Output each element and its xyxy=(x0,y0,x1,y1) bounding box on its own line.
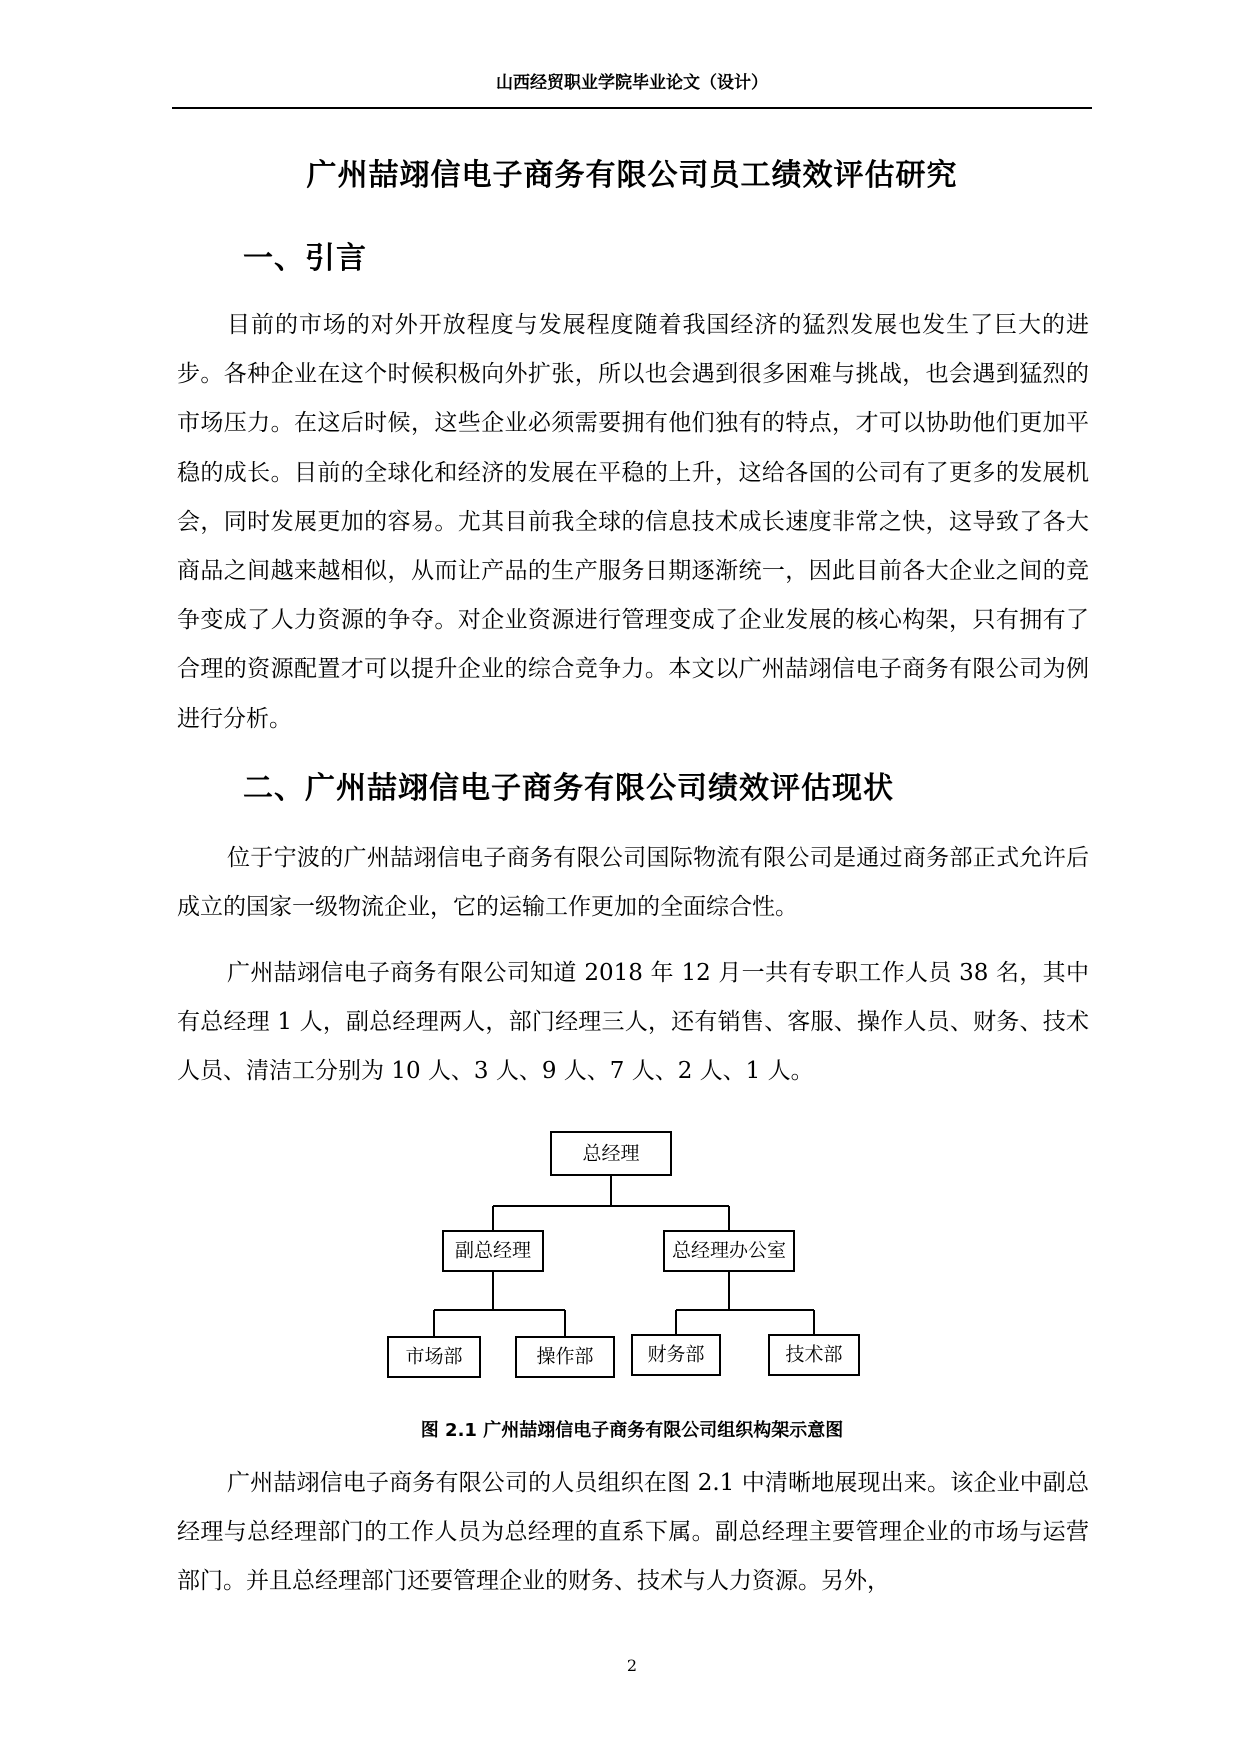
org-node-general-manager-office xyxy=(664,1231,794,1271)
svg-text:总经理: 总经理 xyxy=(582,1142,640,1165)
svg-text:总经理办公室: 总经理办公室 xyxy=(671,1239,787,1262)
org-node-marketing-dept xyxy=(388,1337,480,1377)
page-number: 2 xyxy=(626,1656,638,1675)
svg-text:操作部: 操作部 xyxy=(536,1345,594,1368)
page-header: 山西经贸职业学院毕业论文（设计） xyxy=(496,73,768,93)
svg-text:市场部: 市场部 xyxy=(405,1345,463,1368)
svg-text:副总经理: 副总经理 xyxy=(454,1239,532,1262)
header-divider xyxy=(172,107,1092,109)
org-node-technology-dept xyxy=(769,1335,859,1375)
org-node-finance-dept xyxy=(632,1335,720,1375)
org-node-general-manager xyxy=(551,1132,671,1175)
org-node-operations-dept xyxy=(516,1337,614,1377)
svg-text:技术部: 技术部 xyxy=(785,1343,843,1366)
org-description-paragraph: 广州喆翊信电子商务有限公司的人员组织在图 2.1 中清晰地展现出来。该企业中副总经理与总经理部门的工作人员为总经理的直系下属。副总经理主要管理企业的市场与运营部门。并且总经理部门还要管理企业的财务、技术与人力资源。另外， xyxy=(177,1470,1089,1595)
org-chart xyxy=(380,1120,880,1410)
company-intro-paragraph: 位于宁波的广州喆翊信电子商务有限公司国际物流有限公司是通过商务部正式允许后成立的国家一级物流企业，它的运输工作更加的全面综合性。 xyxy=(177,845,1089,921)
section-heading-introduction: 一、引言 xyxy=(243,241,367,276)
introduction-paragraph: 目前的市场的对外开放程度与发展程度随着我国经济的猛烈发展也发生了巨大的进步。各种企业在这个时候积极向外扩张，所以也会遇到很多困难与挑战，也会遇到猛烈的市场压力。在这后时候，这些企业必须需要拥有他们独有的特点，才可以协助他们更加平稳的成长。目前的全球化和经济的发展在平稳的上升，这给各国的公司有了更多的发展机会，同时发展更加的容易。尤其目前我全球的信息技术成长速度非常之快，这导致了各大商品之间越来越相似，从而让产品的生产服务日期逐渐统一，因此目前各大企业之间的竞争变成了人力资源的争夺。对企业资源进行管理变成了企业发展的核心构架，只有拥有了合理的资源配置才可以提升企业的综合竞争力。本文以广州喆翊信电子商务有限公司为例进行分析。 xyxy=(177,312,1089,732)
svg-text:财务部: 财务部 xyxy=(647,1343,705,1366)
figure-caption: 图 2.1 广州喆翊信电子商务有限公司组织构架示意图 xyxy=(420,1420,844,1441)
staff-count-paragraph: 广州喆翊信电子商务有限公司知道 2018 年 12 月一共有专职工作人员 38 名，其中有总经理 1 人，副总经理两人，部门经理三人，还有销售、客服、操作人员、财务、技术人员、清洁工分别为 10 人、3 人、9 人、7 人、2 人、1 人。 xyxy=(177,960,1089,1085)
section-heading-current-status: 二、广州喆翊信电子商务有限公司绩效评估现状 xyxy=(243,771,894,806)
org-node-deputy-general-manager xyxy=(443,1231,543,1271)
document-title: 广州喆翊信电子商务有限公司员工绩效评估研究 xyxy=(306,158,958,193)
